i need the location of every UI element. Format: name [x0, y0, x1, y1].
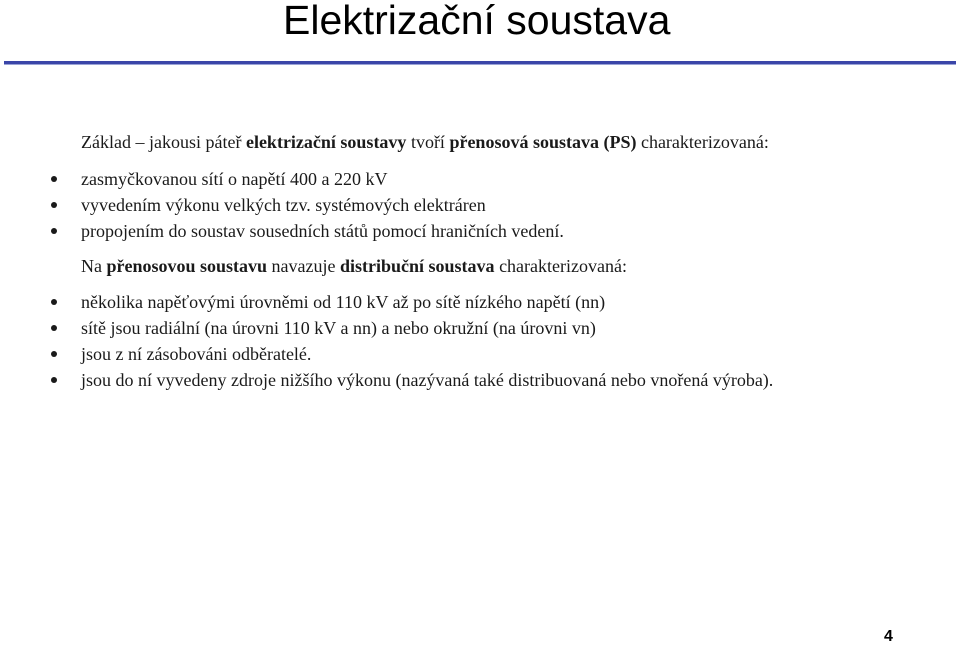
page-number: 4	[884, 628, 893, 645]
intro-part: charakterizovaná:	[636, 132, 769, 152]
list-item	[81, 194, 486, 216]
bullet-icon	[51, 299, 57, 305]
intro-part-bold: přenosová soustava (PS)	[449, 132, 637, 152]
list-item-text: jsou z ní zásobováni odběratelé.	[81, 344, 312, 364]
bullet-icon	[51, 202, 57, 208]
list-item-text: zasmyčkovanou sítí o napětí 400 a 220 kV	[81, 169, 388, 189]
bullet-icon	[51, 325, 57, 331]
intro-part-bold: přenosovou soustavu	[106, 256, 268, 276]
section1-intro	[81, 131, 769, 153]
list-item-text: vyvedením výkonu velkých tzv. systémových elektráren	[81, 195, 486, 215]
intro-part: navazuje	[267, 256, 341, 276]
list-item-text: sítě jsou radiální (na úrovni 110 kV a nn) a nebo okružní (na úrovni vn)	[81, 318, 596, 338]
list-item-text: jsou do ní vyvedeny zdroje nižšího výkonu (nazývaná také distribuovaná nebo vnořená výroba).	[81, 370, 774, 390]
list-item	[81, 369, 773, 391]
list-item-text: několika napěťovými úrovněmi od 110 kV až po sítě nízkého napětí (nn)	[81, 292, 606, 312]
intro-part: charakterizovaná:	[494, 256, 627, 276]
bullet-icon	[51, 351, 57, 357]
slide-title: Elektrizační soustava	[283, 0, 671, 43]
title-divider-shadow	[4, 64, 956, 65]
intro-part: Základ – jakousi páteř	[81, 132, 246, 152]
section2-intro	[81, 255, 627, 277]
intro-part-bold: elektrizační soustavy	[245, 132, 407, 152]
list-item	[81, 220, 564, 242]
list-item	[81, 343, 311, 365]
bullet-icon	[51, 228, 57, 234]
bullet-icon	[51, 377, 57, 383]
list-item	[81, 317, 596, 339]
intro-part: Na	[81, 256, 107, 276]
intro-part: tvoří	[406, 132, 450, 152]
list-item	[81, 291, 605, 313]
intro-part-bold: distribuční soustava	[340, 256, 495, 276]
list-item	[81, 168, 387, 190]
list-item-text: propojením do soustav sousedních států pomocí hraničních vedení.	[81, 221, 564, 241]
bullet-icon	[51, 176, 57, 182]
